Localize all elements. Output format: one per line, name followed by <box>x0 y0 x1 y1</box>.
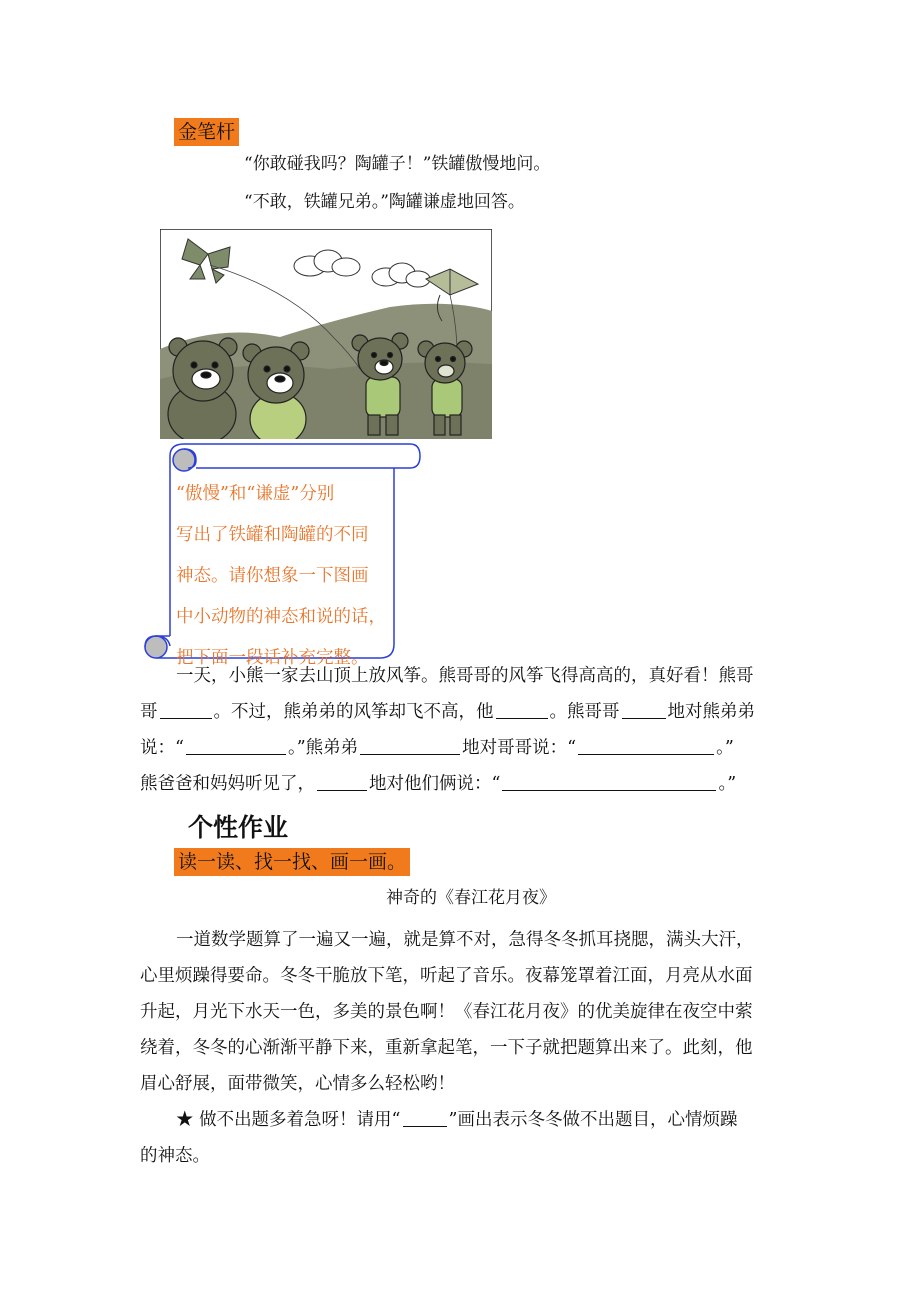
fill-text: 地对他们俩说：“ <box>369 774 501 794</box>
blank-brother-manner[interactable] <box>622 700 666 719</box>
section-tag-golden-pen: 金笔杆 <box>174 118 239 146</box>
fill-text: 说：“ <box>140 738 184 758</box>
scroll-line: 中小动物的神态和说的话， <box>176 607 386 627</box>
task-text: ★ 做不出题多着急呀！请用“ <box>176 1110 401 1130</box>
fill-text: 。熊哥哥 <box>549 702 620 722</box>
fill-text: 。”熊弟弟 <box>287 738 359 758</box>
underline-sample <box>403 1108 447 1127</box>
blank-brother-words[interactable] <box>186 736 286 755</box>
blank-parents-words[interactable] <box>502 772 716 791</box>
fill-text: 地对熊弟弟 <box>667 702 755 722</box>
scroll-curl-top-icon <box>173 449 196 471</box>
scroll-line: 神态。请你想象一下图画 <box>176 566 369 586</box>
section-heading-personal-homework: 个性作业 <box>188 813 289 842</box>
scroll-line: 把下面一段话补充完整。 <box>176 648 369 668</box>
scroll-line: “傲慢”和“谦虚”分别 <box>176 484 335 504</box>
blank-little-brother-words[interactable] <box>578 736 714 755</box>
fill-text: 地对哥哥说：“ <box>462 738 577 758</box>
story-line: 绕着，冬冬的心渐渐平静下来，重新拿起笔，一下子就把题算出来了。此刻，他 <box>140 1038 753 1058</box>
bear-dad <box>168 338 237 439</box>
fill-text: 哥 <box>140 702 158 722</box>
fill-line-3 <box>140 734 734 759</box>
task-text: ”画出表示冬冬做不出题目，心情烦躁 <box>448 1110 738 1130</box>
fill-text: 。不过，熊弟弟的风筝却飞不高，他 <box>213 702 494 722</box>
story-line: 眉心舒展，面带微笑，心情多么轻松哟！ <box>140 1074 455 1094</box>
bear-mom <box>243 342 309 439</box>
scroll-curl-bottom-icon <box>145 636 170 658</box>
fill-text: 熊爸爸和妈妈听见了， <box>140 774 315 794</box>
story-line: 一道数学题算了一遍又一遍，就是算不对，急得冬冬抓耳挠腮，满头大汗， <box>176 930 754 950</box>
blank-little-brother-action[interactable] <box>496 700 548 719</box>
fill-line-4 <box>140 770 736 795</box>
section-tag-read-find-draw: 读一读、找一找、画一画。 <box>174 848 410 876</box>
bear-family-kite-illustration <box>160 229 492 439</box>
scroll-line: 写出了铁罐和陶罐的不同 <box>176 525 369 545</box>
scroll-prompt <box>176 474 386 679</box>
task-line <box>176 1106 737 1131</box>
story-title: 神奇的《春江花月夜》 <box>386 888 556 908</box>
quote-iron-pot: “你敢碰我吗？陶罐子！”铁罐傲慢地问。 <box>244 154 551 174</box>
blank-brother-reaction[interactable] <box>160 700 212 719</box>
blank-little-brother-manner[interactable] <box>360 736 460 755</box>
fill-text: 。” <box>716 738 734 758</box>
quote-clay-pot: “不敢，铁罐兄弟。”陶罐谦虚地回答。 <box>244 192 525 212</box>
fill-text: 。” <box>718 774 737 794</box>
fill-line-1: 一天，小熊一家去山顶上放风筝。熊哥哥的风筝飞得高高的，真好看！熊哥 <box>176 666 754 686</box>
blank-parents-manner[interactable] <box>317 772 367 791</box>
fill-line-2 <box>140 698 755 723</box>
story-line: 心里烦躁得要命。冬冬干脆放下笔，听起了音乐。夜幕笼罩着江面，月亮从水面 <box>140 966 753 986</box>
task-line-2: 的神态。 <box>140 1146 210 1166</box>
story-line: 升起，月光下水天一色，多美的景色啊！《春江花月夜》的优美旋律在夜空中萦 <box>140 1002 753 1022</box>
